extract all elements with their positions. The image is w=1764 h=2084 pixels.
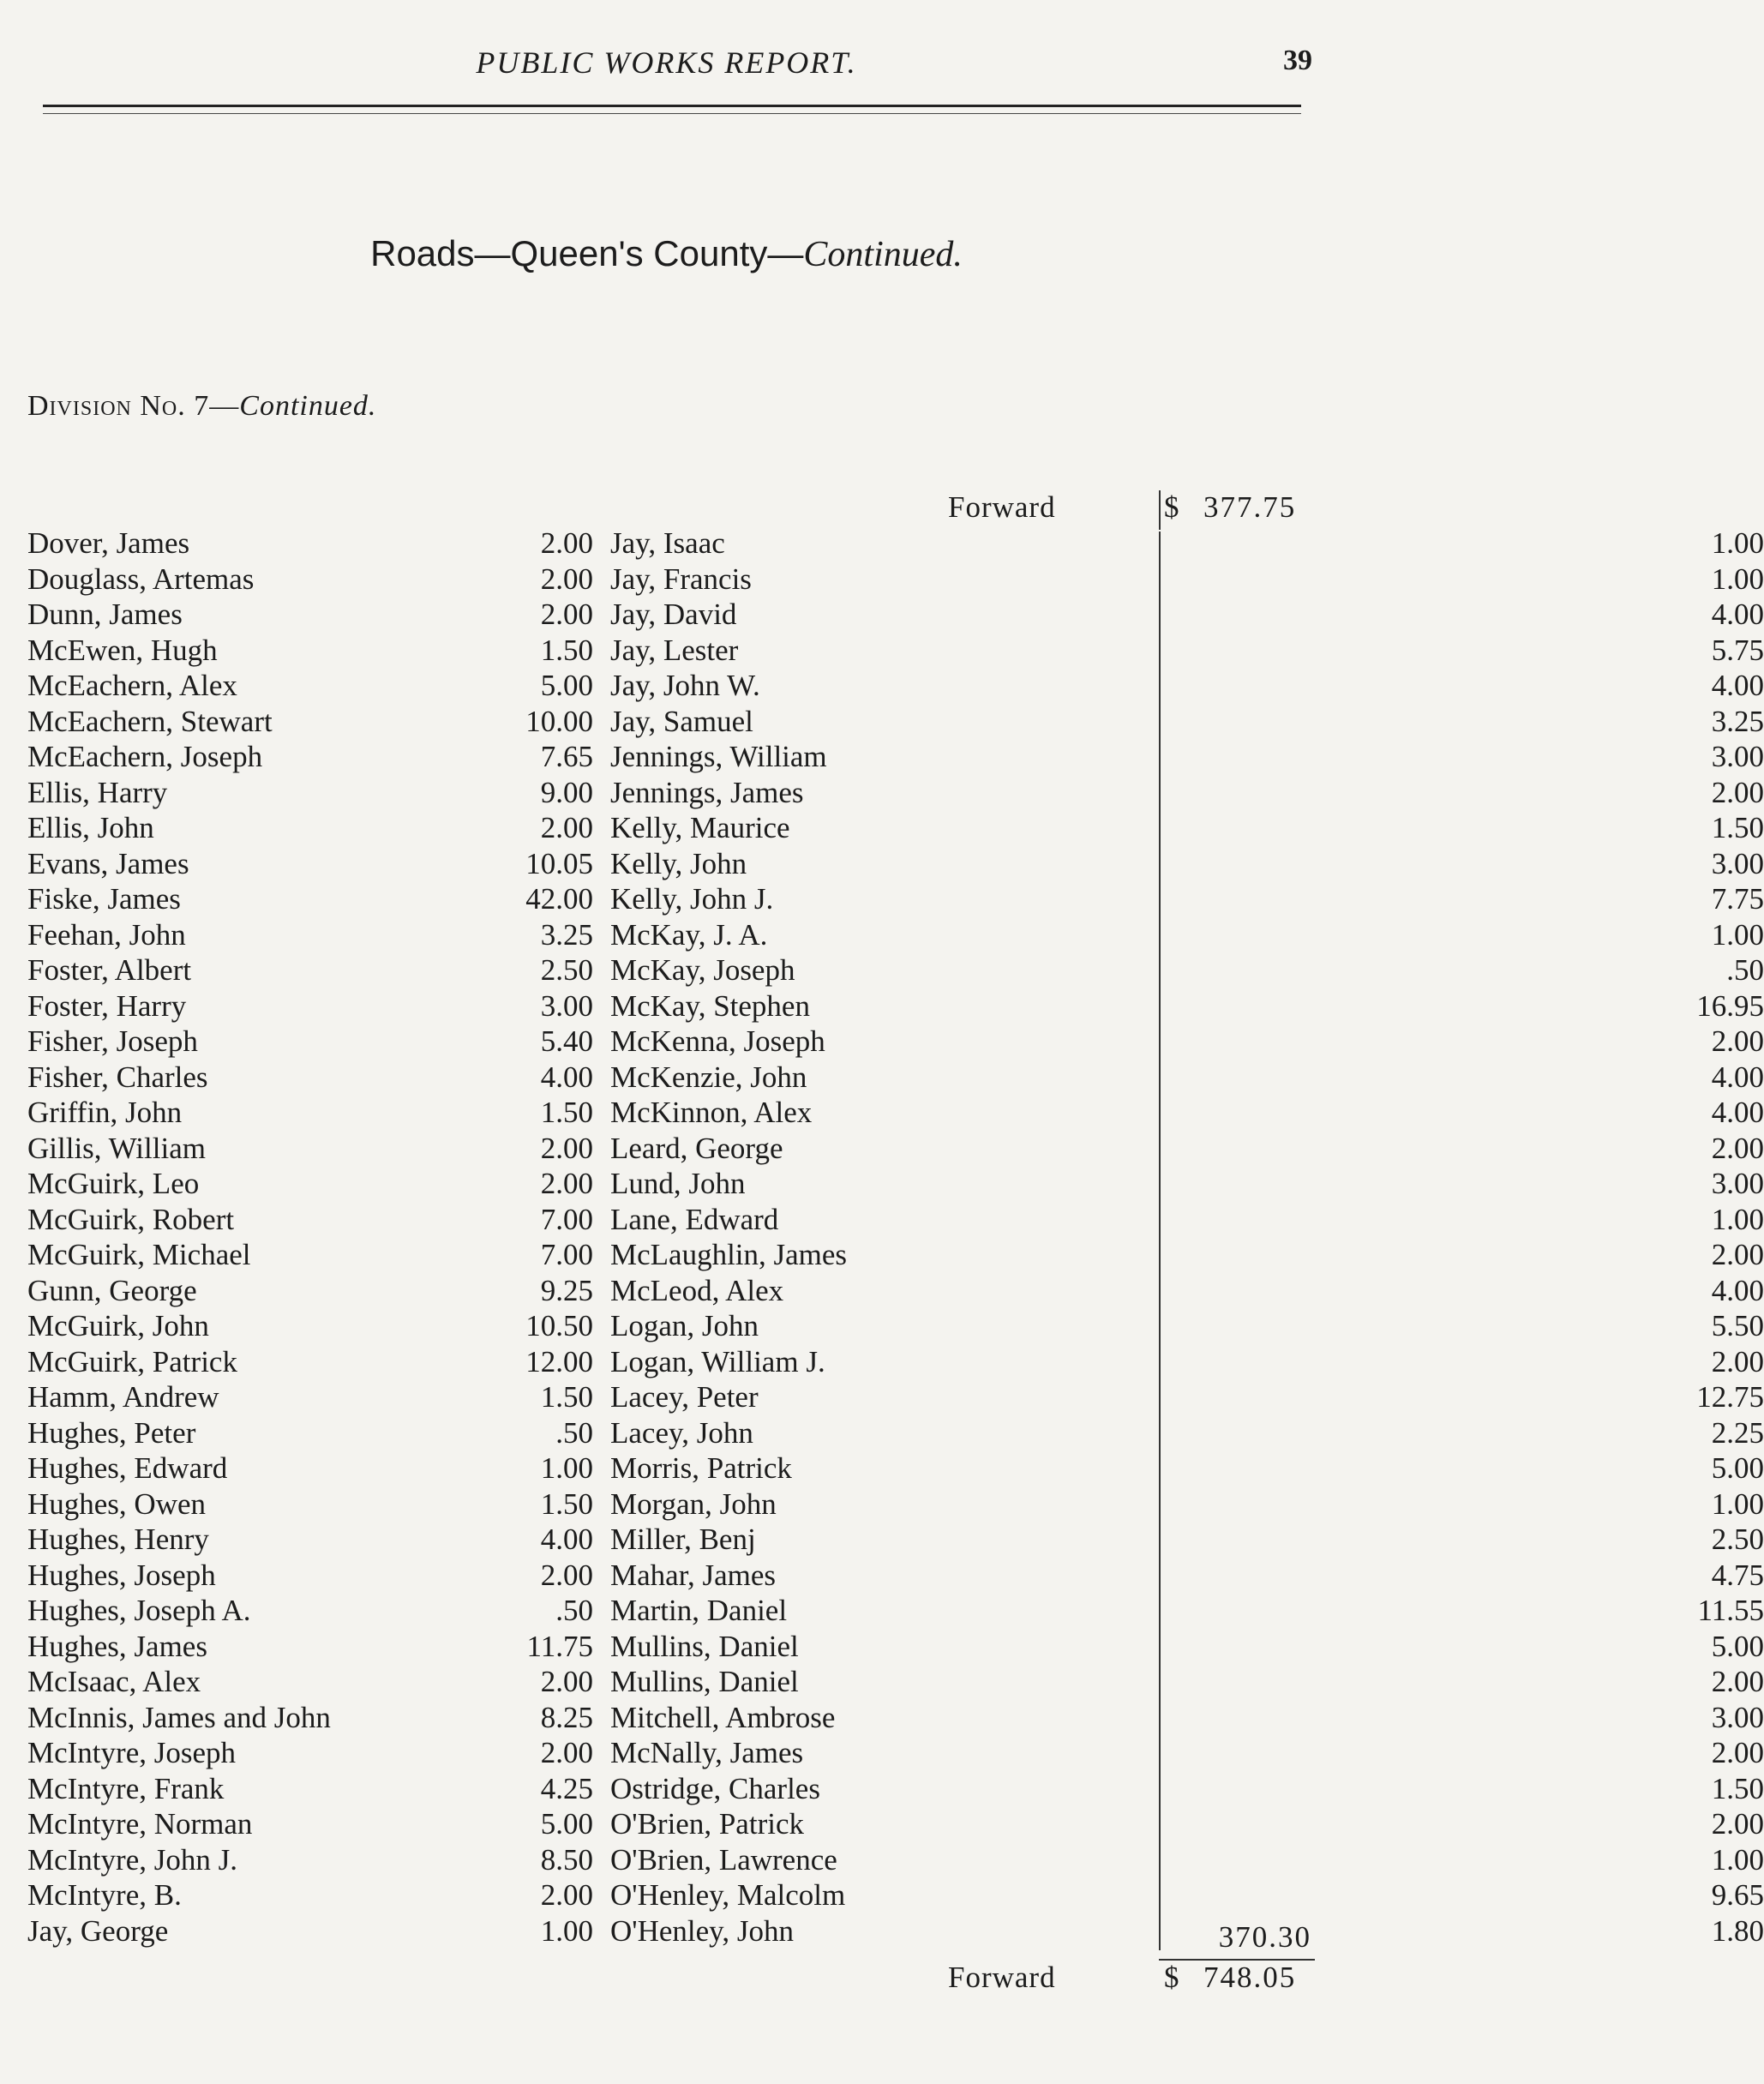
entry-name: McKay, J. A. xyxy=(610,917,768,952)
list-item xyxy=(27,1629,593,1665)
entry-name: Hughes, Henry xyxy=(27,1522,209,1556)
entry-amount: 5.40 xyxy=(540,1024,593,1058)
header-rule xyxy=(43,105,1301,107)
entry-amount: 9.00 xyxy=(540,775,593,809)
list-item xyxy=(610,1593,1764,1629)
list-item xyxy=(27,1415,593,1451)
entry-name: Jennings, James xyxy=(610,775,804,809)
list-item xyxy=(27,1877,593,1913)
list-item xyxy=(610,1131,1764,1167)
list-item xyxy=(610,1237,1764,1273)
entry-amount: 11.55 xyxy=(1697,1594,1764,1627)
entry-name: Foster, Harry xyxy=(27,988,187,1023)
entry-amount: 2.00 xyxy=(1711,1344,1764,1378)
list-item xyxy=(610,633,1764,669)
entry-amount: 7.75 xyxy=(1711,882,1764,916)
list-item xyxy=(610,739,1764,775)
entry-amount: 1.80 xyxy=(1711,1913,1764,1948)
entry-name: Leard, George xyxy=(610,1131,783,1165)
list-item xyxy=(610,1486,1764,1522)
entry-amount: 4.00 xyxy=(1711,669,1764,702)
list-item xyxy=(27,1273,593,1309)
entry-name: McEwen, Hugh xyxy=(27,633,218,667)
entry-name: Hughes, James xyxy=(27,1629,207,1663)
entry-amount: 1.00 xyxy=(1711,526,1764,560)
left-column-list xyxy=(27,526,593,1949)
list-item xyxy=(27,810,593,846)
list-item xyxy=(27,1522,593,1558)
entry-name: McIntyre, B. xyxy=(27,1878,182,1912)
entry-amount: 7.00 xyxy=(540,1202,593,1236)
entry-name: Lane, Edward xyxy=(610,1202,779,1236)
division-heading xyxy=(27,390,376,423)
list-item xyxy=(27,1558,593,1594)
list-item xyxy=(27,668,593,704)
entry-name: Jennings, William xyxy=(610,740,827,773)
list-item xyxy=(610,704,1764,740)
entry-name: Jay, George xyxy=(27,1913,169,1948)
entry-amount: 1.00 xyxy=(1711,1842,1764,1877)
entry-amount: 2.00 xyxy=(1711,1665,1764,1698)
entry-amount: 2.00 xyxy=(540,598,593,631)
entry-name: Fisher, Charles xyxy=(27,1060,208,1094)
entry-amount: 2.50 xyxy=(1711,1522,1764,1556)
list-item xyxy=(27,952,593,988)
entry-amount: 3.00 xyxy=(1711,1700,1764,1734)
list-item xyxy=(27,1450,593,1486)
entry-name: McIntyre, Frank xyxy=(27,1771,225,1805)
section-title-text: Roads—Queen's County— xyxy=(370,233,804,273)
list-item xyxy=(610,1379,1764,1415)
list-item xyxy=(610,1842,1764,1878)
entry-name: Mitchell, Ambrose xyxy=(610,1700,836,1734)
entry-name: McInnis, James and John xyxy=(27,1700,331,1734)
entry-amount: 5.00 xyxy=(1711,1629,1764,1663)
entry-name: McKay, Joseph xyxy=(610,953,795,987)
list-item xyxy=(610,1024,1764,1060)
entry-amount: 7.00 xyxy=(540,1238,593,1271)
entry-amount: 8.25 xyxy=(540,1700,593,1734)
list-item xyxy=(610,775,1764,811)
list-item xyxy=(27,1131,593,1167)
entry-amount: 3.00 xyxy=(540,988,593,1023)
list-item xyxy=(610,1308,1764,1344)
entry-amount: 8.50 xyxy=(540,1842,593,1877)
list-item xyxy=(27,704,593,740)
entry-name: Lacey, Peter xyxy=(610,1380,759,1414)
list-item xyxy=(27,1308,593,1344)
entry-amount: 2.00 xyxy=(1711,775,1764,809)
list-item xyxy=(27,1166,593,1202)
entry-amount: 2.00 xyxy=(540,1736,593,1769)
entry-amount: 2.00 xyxy=(1711,1238,1764,1271)
entry-amount: 1.00 xyxy=(1711,1486,1764,1521)
entry-amount: 2.00 xyxy=(1711,1807,1764,1841)
running-title: PUBLIC WORKS REPORT. xyxy=(476,45,857,80)
entry-name: Mullins, Daniel xyxy=(610,1665,799,1698)
entry-amount: 1.50 xyxy=(540,1486,593,1521)
list-item xyxy=(610,1273,1764,1309)
list-item xyxy=(27,988,593,1024)
list-item xyxy=(27,739,593,775)
list-item xyxy=(27,1202,593,1238)
list-item xyxy=(610,1450,1764,1486)
entry-name: Griffin, John xyxy=(27,1096,183,1129)
subtotal: 370.30 xyxy=(1218,1920,1311,1954)
list-item xyxy=(27,526,593,562)
entry-name: Hughes, Peter xyxy=(27,1415,196,1450)
forward-label-bottom: Forward xyxy=(948,1961,1056,1994)
entry-amount: 9.65 xyxy=(1711,1878,1764,1912)
entry-amount: 16.95 xyxy=(1696,988,1764,1023)
list-item xyxy=(27,1913,593,1949)
list-item xyxy=(610,1664,1764,1700)
entry-amount: 1.00 xyxy=(1711,917,1764,952)
entry-amount: 7.65 xyxy=(540,740,593,773)
entry-amount: 3.25 xyxy=(540,917,593,952)
entry-name: McKenzie, John xyxy=(610,1060,807,1094)
entry-amount: 2.00 xyxy=(540,1558,593,1592)
list-item xyxy=(27,1095,593,1131)
entry-name: McLeod, Alex xyxy=(610,1273,784,1307)
list-item xyxy=(610,1060,1764,1096)
entry-name: McKinnon, Alex xyxy=(610,1096,813,1129)
list-item xyxy=(610,1700,1764,1736)
list-item xyxy=(610,562,1764,598)
entry-amount: 2.25 xyxy=(1711,1415,1764,1450)
entry-name: Kelly, John J. xyxy=(610,882,774,916)
entry-name: Ostridge, Charles xyxy=(610,1771,820,1805)
entry-name: Kelly, John xyxy=(610,846,747,880)
forward-amount-bottom xyxy=(1159,1961,1296,1995)
entry-name: Morris, Patrick xyxy=(610,1451,792,1485)
list-item xyxy=(610,917,1764,953)
entry-name: Jay, Lester xyxy=(610,633,739,667)
entry-name: Lund, John xyxy=(610,1167,746,1200)
list-item xyxy=(27,1664,593,1700)
list-item xyxy=(610,810,1764,846)
entry-amount: 4.25 xyxy=(540,1771,593,1805)
entry-amount: 5.00 xyxy=(1711,1451,1764,1485)
entry-name: McIntyre, Joseph xyxy=(27,1736,237,1769)
entry-name: McKay, Stephen xyxy=(610,988,810,1023)
header-rule-thin xyxy=(43,113,1301,114)
entry-amount: 2.00 xyxy=(540,1167,593,1200)
entry-amount: 2.00 xyxy=(540,1878,593,1912)
entry-name: McIntyre, Norman xyxy=(27,1807,253,1841)
entry-amount: 10.05 xyxy=(525,846,593,880)
list-item xyxy=(27,562,593,598)
entry-name: Hughes, Joseph xyxy=(27,1558,216,1592)
entry-name: Gillis, William xyxy=(27,1131,206,1165)
list-item xyxy=(610,1877,1764,1913)
entry-amount: 2.00 xyxy=(1711,1736,1764,1769)
list-item xyxy=(27,1771,593,1807)
entry-amount: 10.00 xyxy=(525,704,593,738)
entry-amount: 3.00 xyxy=(1711,846,1764,880)
entry-name: Jay, Francis xyxy=(610,562,752,596)
list-item xyxy=(27,1024,593,1060)
forward-value-bottom: 748.05 xyxy=(1203,1961,1297,1994)
entry-name: McGuirk, John xyxy=(27,1309,209,1342)
entry-name: Hughes, Edward xyxy=(27,1451,228,1485)
entry-name: Foster, Albert xyxy=(27,953,192,987)
entry-amount: 2.00 xyxy=(540,562,593,596)
list-item xyxy=(27,1700,593,1736)
entry-amount: 2.00 xyxy=(1711,1131,1764,1165)
entry-name: McGuirk, Michael xyxy=(27,1238,251,1271)
entry-amount: 2.00 xyxy=(540,526,593,560)
entry-amount: 5.75 xyxy=(1711,633,1764,667)
entry-amount: 4.00 xyxy=(540,1522,593,1556)
entry-name: McEachern, Joseph xyxy=(27,740,263,773)
entry-amount: 3.25 xyxy=(1711,704,1764,738)
list-item xyxy=(27,1735,593,1771)
entry-amount: 1.50 xyxy=(1711,1771,1764,1805)
entry-name: Ellis, John xyxy=(27,811,154,844)
forward-label-top: Forward xyxy=(948,490,1056,524)
list-item xyxy=(610,597,1764,633)
page-number: 39 xyxy=(1283,45,1312,76)
forward-value-top: 377.75 xyxy=(1203,490,1297,524)
entry-amount: 4.75 xyxy=(1711,1558,1764,1592)
entry-name: Hamm, Andrew xyxy=(27,1380,219,1414)
entry-name: Feehan, John xyxy=(27,917,186,952)
entry-name: Kelly, Maurice xyxy=(610,811,790,844)
list-item xyxy=(610,881,1764,917)
division-continued: Continued. xyxy=(239,390,377,422)
list-item xyxy=(27,597,593,633)
entry-name: McEachern, Stewart xyxy=(27,704,273,738)
entry-amount: 12.00 xyxy=(525,1344,593,1378)
list-item xyxy=(610,1629,1764,1665)
entry-name: O'Brien, Lawrence xyxy=(610,1842,837,1877)
amount-column-rule xyxy=(1159,532,1161,1950)
list-item xyxy=(610,526,1764,562)
list-item xyxy=(610,846,1764,882)
entry-amount: .50 xyxy=(555,1594,593,1627)
entry-name: Jay, John W. xyxy=(610,669,760,702)
list-item xyxy=(610,1735,1764,1771)
currency-symbol: $ xyxy=(1164,1961,1181,1994)
entry-amount: 4.00 xyxy=(1711,1060,1764,1094)
entry-amount: 2.00 xyxy=(1711,1024,1764,1058)
entry-amount: 2.50 xyxy=(540,953,593,987)
list-item xyxy=(27,1379,593,1415)
section-title-continued: Continued. xyxy=(803,235,963,274)
entry-name: McIntyre, John J. xyxy=(27,1842,237,1877)
entry-amount: 12.75 xyxy=(1696,1380,1764,1414)
entry-amount: 1.50 xyxy=(540,1096,593,1129)
entry-name: Ellis, Harry xyxy=(27,775,168,809)
entry-name: Martin, Daniel xyxy=(610,1594,788,1627)
list-item xyxy=(27,1593,593,1629)
entry-name: McNally, James xyxy=(610,1736,804,1769)
entry-amount: 4.00 xyxy=(1711,1096,1764,1129)
list-item xyxy=(610,1344,1764,1380)
page-header xyxy=(0,45,1333,96)
list-item xyxy=(610,1415,1764,1451)
list-item xyxy=(610,1771,1764,1807)
forward-amount-top xyxy=(1159,490,1296,525)
list-item xyxy=(27,775,593,811)
entry-name: Miller, Benj xyxy=(610,1522,756,1556)
entry-name: McGuirk, Leo xyxy=(27,1167,200,1200)
entry-amount: 9.25 xyxy=(540,1273,593,1307)
entry-amount: 4.00 xyxy=(1711,1273,1764,1307)
section-title xyxy=(0,233,1333,275)
entry-name: Hughes, Owen xyxy=(27,1486,207,1521)
entry-name: McEachern, Alex xyxy=(27,669,237,702)
entry-amount: 4.00 xyxy=(1711,598,1764,631)
list-item xyxy=(610,1558,1764,1594)
entry-name: Dunn, James xyxy=(27,598,183,631)
list-item xyxy=(27,917,593,953)
entry-name: Douglass, Artemas xyxy=(27,562,255,596)
list-item xyxy=(27,846,593,882)
list-item xyxy=(610,668,1764,704)
entry-amount: 1.00 xyxy=(540,1913,593,1948)
list-item xyxy=(610,1806,1764,1842)
entry-name: Jay, David xyxy=(610,598,737,631)
entry-amount: 11.75 xyxy=(526,1629,593,1663)
entry-amount: 1.00 xyxy=(1711,562,1764,596)
entry-amount: 1.00 xyxy=(1711,1202,1764,1236)
entry-amount: 1.50 xyxy=(1711,811,1764,844)
entry-amount: 3.00 xyxy=(1711,1167,1764,1200)
list-item xyxy=(27,1237,593,1273)
list-item xyxy=(610,988,1764,1024)
entry-name: Mahar, James xyxy=(610,1558,776,1592)
entry-name: Jay, Isaac xyxy=(610,526,725,560)
entry-name: Lacey, John xyxy=(610,1415,753,1450)
list-item xyxy=(27,633,593,669)
entry-name: McGuirk, Patrick xyxy=(27,1344,237,1378)
entry-name: Jay, Samuel xyxy=(610,704,753,738)
entry-name: Logan, William J. xyxy=(610,1344,825,1378)
entry-amount: 2.00 xyxy=(540,1665,593,1698)
entry-name: Logan, John xyxy=(610,1309,759,1342)
list-item xyxy=(610,952,1764,988)
entry-name: O'Henley, Malcolm xyxy=(610,1878,846,1912)
entry-name: Fisher, Joseph xyxy=(27,1024,198,1058)
entry-name: O'Brien, Patrick xyxy=(610,1807,804,1841)
entry-name: McLaughlin, James xyxy=(610,1238,848,1271)
entry-amount: 42.00 xyxy=(525,882,593,916)
list-item xyxy=(610,1202,1764,1238)
list-item xyxy=(27,1486,593,1522)
entry-amount: 10.50 xyxy=(525,1309,593,1342)
list-item xyxy=(27,1842,593,1878)
entry-amount: 1.50 xyxy=(540,633,593,667)
entry-name: Fiske, James xyxy=(27,882,181,916)
list-item xyxy=(27,1806,593,1842)
division-label: Division No. 7— xyxy=(27,390,240,422)
list-item xyxy=(27,1060,593,1096)
list-item xyxy=(610,1166,1764,1202)
currency-symbol: $ xyxy=(1164,490,1181,524)
entry-amount: .50 xyxy=(1726,953,1764,987)
entry-amount: 2.00 xyxy=(540,1131,593,1165)
entry-amount: 2.00 xyxy=(540,811,593,844)
entry-amount: 4.00 xyxy=(540,1060,593,1094)
entry-name: Mullins, Daniel xyxy=(610,1629,799,1663)
entry-name: O'Henley, John xyxy=(610,1913,794,1948)
entry-amount: 3.00 xyxy=(1711,740,1764,773)
entry-amount: 5.00 xyxy=(540,1807,593,1841)
entry-amount: 5.00 xyxy=(540,669,593,702)
entry-name: McGuirk, Robert xyxy=(27,1202,235,1236)
entry-amount: .50 xyxy=(555,1415,593,1450)
entry-amount: 1.50 xyxy=(540,1380,593,1414)
entry-name: McKenna, Joseph xyxy=(610,1024,825,1058)
entry-name: Dover, James xyxy=(27,526,190,560)
entry-name: Morgan, John xyxy=(610,1486,777,1521)
list-item xyxy=(27,881,593,917)
entry-name: Evans, James xyxy=(27,846,189,880)
list-item xyxy=(27,1344,593,1380)
entry-amount: 5.50 xyxy=(1711,1309,1764,1342)
entry-name: Hughes, Joseph A. xyxy=(27,1594,251,1627)
list-item xyxy=(610,1095,1764,1131)
list-item xyxy=(610,1522,1764,1558)
entry-name: McIsaac, Alex xyxy=(27,1665,201,1698)
entry-amount: 1.00 xyxy=(540,1451,593,1485)
entry-name: Gunn, George xyxy=(27,1273,197,1307)
